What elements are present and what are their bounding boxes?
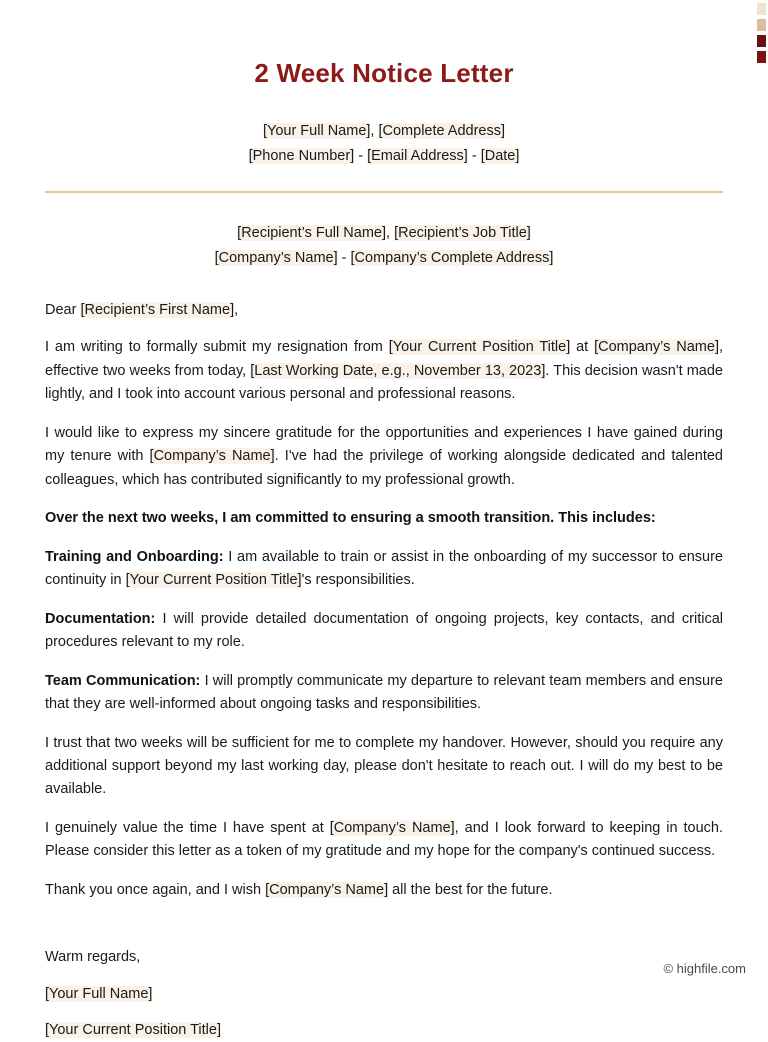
recipient-job-title-placeholder: [Recipient’s Job Title] (394, 224, 531, 241)
sender-address-placeholder: [Complete Address] (378, 123, 506, 139)
salutation-line (45, 299, 723, 321)
transition-heading-text: Over the next two weeks, I am committed to ensuring a smooth transition. This includes: (45, 510, 656, 527)
page-title: 2 Week Notice Letter (254, 58, 514, 88)
recipient-full-name-placeholder: [Recipient’s Full Name] (237, 224, 386, 241)
p8-text-1: I genuinely value the time I have spent at (45, 819, 330, 836)
paragraph-transition-heading (45, 507, 723, 530)
training-onboarding-label: Training and Onboarding: (45, 548, 224, 565)
sender-date-placeholder: [Date] (480, 147, 520, 164)
p4-position-title-placeholder: [Your Current Position Title] (125, 572, 302, 589)
sender-email-placeholder: [Email Address] (367, 147, 468, 164)
p1-text-1: I am writing to formally submit my resignation from (45, 339, 389, 356)
recipient-company-name-placeholder: [Company’s Name] (214, 249, 338, 266)
recipient-line-2 (45, 246, 723, 271)
sender-line1-separator: , (370, 123, 379, 139)
p2-text-1: I would like to express my sincere gratitude for the opportunities and experiences I have gained during my tenure with (45, 424, 723, 465)
footer-attribution: © highfile.com (663, 961, 746, 976)
p6-text-1: I will promptly communicate my departure to relevant team members and ensure that they are well-informed about ongoing tasks and responsibilities. (45, 672, 724, 713)
p9-text-2: all the best for the future. (388, 881, 553, 898)
sender-address-block (45, 119, 723, 169)
p8-company-name-placeholder: [Company’s Name] (329, 819, 455, 836)
p1-text-4: . This decision wasn't made lightly, and I took into account various personal and professional reasons. (45, 362, 723, 403)
closing-full-name-placeholder: [Your Full Name] (45, 985, 153, 1002)
documentation-label: Documentation: (45, 610, 156, 627)
recipient-first-name-placeholder: [Recipient’s First Name] (80, 301, 235, 318)
p8-text-2: , and I look forward to keeping in touch. Please consider this letter as a token of my gratitude and my hope for the company's continued success. (45, 819, 723, 860)
paragraph-resignation-statement (45, 336, 723, 406)
sender-line-2 (45, 144, 723, 169)
closing-position-title-placeholder: [Your Current Position Title] (45, 1022, 221, 1039)
p1-last-working-date-placeholder: [Last Working Date, e.g., November 13, 2023] (250, 362, 546, 379)
closing-signoff: Warm regards, (45, 949, 141, 966)
sender-phone-placeholder: [Phone Number] (248, 147, 355, 164)
sender-line2-separator-2: - (467, 147, 481, 164)
paragraph-handover-trust (45, 732, 723, 802)
recipient-line-1 (45, 221, 723, 246)
p1-company-name-placeholder: [Company’s Name] (594, 339, 719, 356)
p1-text-3: , effective two weeks from today, (45, 339, 723, 379)
salutation-prefix: Dear (45, 301, 81, 318)
p1-position-title-placeholder: [Your Current Position Title] (388, 339, 571, 356)
recipient-line1-separator: , (386, 224, 395, 241)
p9-text-1: Thank you once again, and I wish (45, 881, 266, 898)
sender-line-1 (45, 119, 723, 144)
p2-text-2: . I've had the privilege of working alongside dedicated and talented colleagues, which has contributed significantly to my professional growth. (45, 448, 723, 488)
paragraph-documentation (45, 608, 723, 655)
p7-text-1: I trust that two weeks will be sufficient for me to complete my handover. However, should you require any additional support beyond my last working day, please don't hesitate to reach out. I will do my best to be available. (45, 734, 723, 798)
p2-company-name-placeholder: [Company’s Name] (149, 448, 275, 465)
paragraph-training-onboarding (45, 546, 723, 593)
paragraph-thank-you (45, 879, 723, 902)
p4-text-1: I am available to train or assist in the onboarding of my successor to ensure continuity in (45, 548, 723, 589)
p4-text-2: 's responsibilities. (301, 572, 415, 589)
p5-text-1: I will provide detailed documentation of ongoing projects, key contacts, and critical procedures relevant to my role. (45, 610, 723, 651)
sender-full-name-placeholder: [Your Full Name] (262, 123, 371, 139)
recipient-address-block (45, 221, 723, 271)
p9-company-name-placeholder: [Company’s Name] (265, 881, 389, 898)
paragraph-gratitude (45, 422, 723, 492)
paragraph-keeping-in-touch (45, 817, 723, 864)
header-divider (45, 191, 723, 193)
team-communication-label: Team Communication: (45, 672, 201, 689)
paragraph-team-communication (45, 670, 723, 717)
sender-line2-separator-1: - (354, 147, 368, 164)
recipient-company-address-placeholder: [Company’s Complete Address] (350, 249, 554, 266)
salutation-suffix: , (234, 301, 239, 318)
recipient-line2-separator: - (337, 249, 351, 266)
p1-text-2: at (570, 339, 595, 356)
closing-name-line (45, 983, 723, 1005)
closing-title-line (45, 1019, 723, 1041)
